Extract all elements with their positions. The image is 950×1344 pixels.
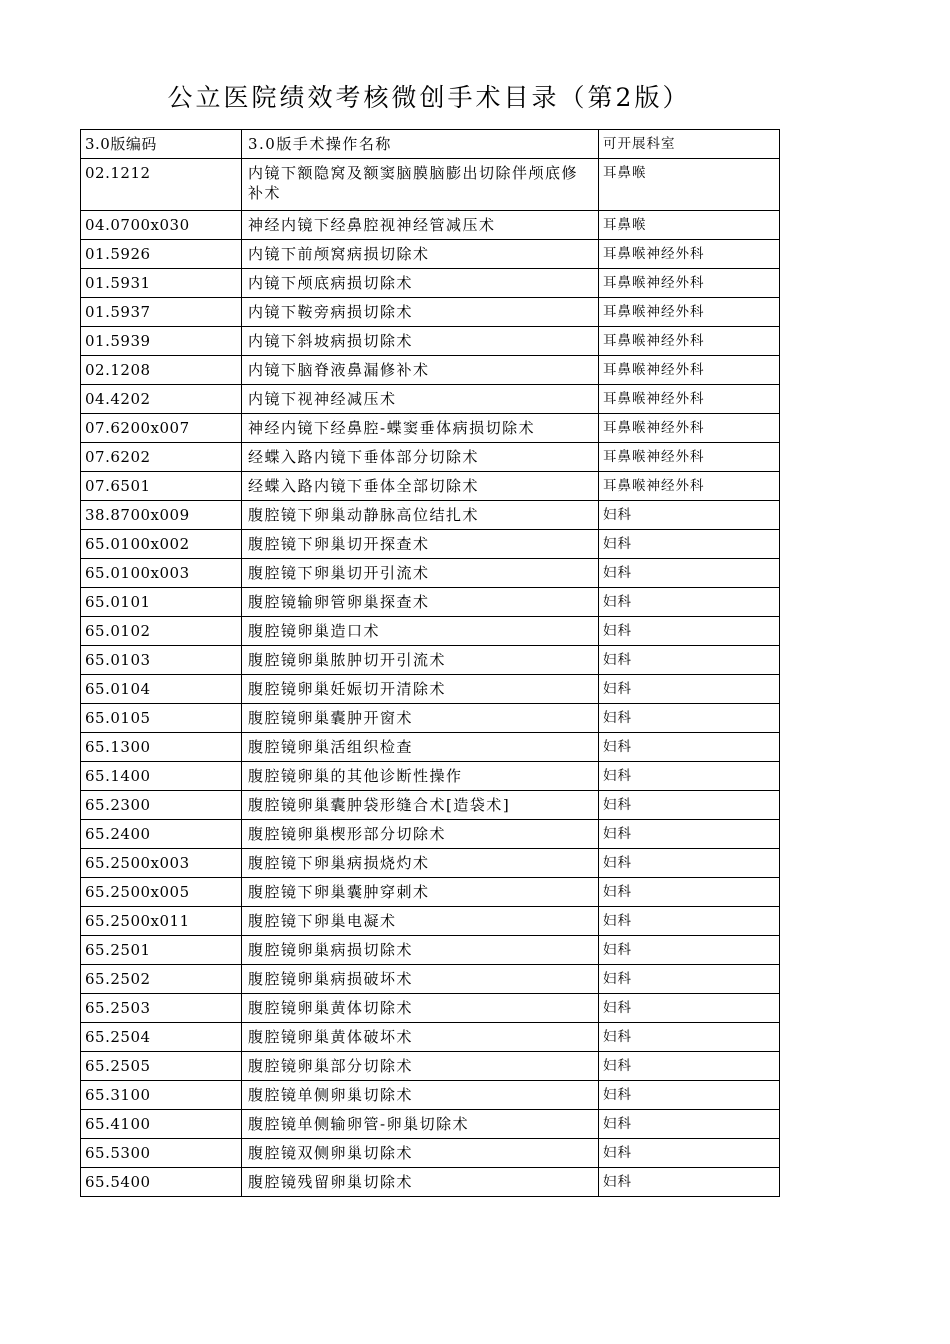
table-row (81, 965, 780, 994)
table-row (81, 588, 780, 617)
cell-procedure-name: 腹腔镜卵巢妊娠切开清除术 (242, 675, 599, 704)
table-row (81, 878, 780, 907)
cell-department: 耳鼻喉神经外科 (599, 472, 780, 501)
cell-code: 65.2500x011 (81, 907, 242, 936)
cell-code: 65.5300 (81, 1139, 242, 1168)
cell-procedure-name: 内镜下脑脊液鼻漏修补术 (242, 356, 599, 385)
table-row (81, 1052, 780, 1081)
cell-department: 妇科 (599, 530, 780, 559)
cell-code: 07.6202 (81, 443, 242, 472)
cell-department: 妇科 (599, 936, 780, 965)
table-row (81, 646, 780, 675)
table-row (81, 820, 780, 849)
table-row (81, 791, 780, 820)
cell-procedure-name: 腹腔镜卵巢造口术 (242, 617, 599, 646)
cell-code: 65.2400 (81, 820, 242, 849)
cell-code: 65.0100x002 (81, 530, 242, 559)
cell-procedure-name: 腹腔镜卵巢活组织检查 (242, 733, 599, 762)
cell-department: 妇科 (599, 1052, 780, 1081)
cell-code: 01.5926 (81, 240, 242, 269)
cell-department: 妇科 (599, 791, 780, 820)
cell-procedure-name: 腹腔镜双侧卵巢切除术 (242, 1139, 599, 1168)
cell-department: 妇科 (599, 907, 780, 936)
cell-code: 65.2300 (81, 791, 242, 820)
cell-code: 07.6501 (81, 472, 242, 501)
cell-code: 02.1212 (81, 159, 242, 211)
cell-procedure-name: 腹腔镜卵巢病损切除术 (242, 936, 599, 965)
cell-department: 耳鼻喉神经外科 (599, 356, 780, 385)
cell-department: 妇科 (599, 965, 780, 994)
cell-department: 耳鼻喉神经外科 (599, 327, 780, 356)
cell-procedure-name: 腹腔镜下卵巢囊肿穿刺术 (242, 878, 599, 907)
cell-procedure-name: 内镜下前颅窝病损切除术 (242, 240, 599, 269)
cell-code: 38.8700x009 (81, 501, 242, 530)
cell-code: 65.0101 (81, 588, 242, 617)
table-row (81, 907, 780, 936)
cell-code: 01.5937 (81, 298, 242, 327)
cell-department: 妇科 (599, 733, 780, 762)
cell-department: 妇科 (599, 849, 780, 878)
table-row (81, 159, 780, 211)
cell-department: 妇科 (599, 704, 780, 733)
table-row (81, 733, 780, 762)
surgery-catalog-table (80, 129, 780, 1197)
cell-department: 耳鼻喉神经外科 (599, 269, 780, 298)
cell-procedure-name: 腹腔镜卵巢黄体破坏术 (242, 1023, 599, 1052)
cell-department: 耳鼻喉神经外科 (599, 298, 780, 327)
cell-procedure-name: 内镜下斜坡病损切除术 (242, 327, 599, 356)
cell-department: 妇科 (599, 646, 780, 675)
cell-code: 65.2500x003 (81, 849, 242, 878)
cell-procedure-name: 神经内镜下经鼻腔-蝶窦垂体病损切除术 (242, 414, 599, 443)
cell-department: 妇科 (599, 762, 780, 791)
cell-code: 65.0103 (81, 646, 242, 675)
cell-procedure-name: 腹腔镜下卵巢切开引流术 (242, 559, 599, 588)
cell-department: 妇科 (599, 588, 780, 617)
table-row (81, 617, 780, 646)
table-row (81, 936, 780, 965)
cell-procedure-name: 内镜下额隐窝及额窦脑膜脑膨出切除伴颅底修补术 (242, 159, 599, 211)
cell-procedure-name: 腹腔镜单侧输卵管-卵巢切除术 (242, 1110, 599, 1139)
cell-code: 65.1300 (81, 733, 242, 762)
table-header-row (81, 130, 780, 159)
table-row (81, 501, 780, 530)
table-row (81, 327, 780, 356)
table-row (81, 1139, 780, 1168)
table-row (81, 1023, 780, 1052)
cell-code: 65.5400 (81, 1168, 242, 1197)
cell-department: 妇科 (599, 1081, 780, 1110)
table-row (81, 849, 780, 878)
table-row (81, 762, 780, 791)
cell-department: 妇科 (599, 559, 780, 588)
table-row (81, 443, 780, 472)
cell-procedure-name: 腹腔镜输卵管卵巢探查术 (242, 588, 599, 617)
table-row (81, 1081, 780, 1110)
cell-code: 65.2502 (81, 965, 242, 994)
table-row (81, 356, 780, 385)
cell-code: 65.0100x003 (81, 559, 242, 588)
table-row (81, 269, 780, 298)
cell-department: 妇科 (599, 1139, 780, 1168)
table-row (81, 559, 780, 588)
table-row (81, 530, 780, 559)
cell-procedure-name: 腹腔镜下卵巢电凝术 (242, 907, 599, 936)
cell-code: 07.6200x007 (81, 414, 242, 443)
cell-code: 65.2504 (81, 1023, 242, 1052)
cell-procedure-name: 内镜下鞍旁病损切除术 (242, 298, 599, 327)
cell-procedure-name: 神经内镜下经鼻腔视神经管减压术 (242, 211, 599, 240)
cell-department: 妇科 (599, 820, 780, 849)
cell-code: 65.3100 (81, 1081, 242, 1110)
cell-procedure-name: 腹腔镜残留卵巢切除术 (242, 1168, 599, 1197)
table-row (81, 240, 780, 269)
cell-code: 65.4100 (81, 1110, 242, 1139)
header-procedure-name: 3.0版手术操作名称 (242, 130, 599, 159)
page-title: 公立医院绩效考核微创手术目录（第2版） (167, 83, 691, 112)
table-body (81, 130, 780, 1197)
cell-department: 耳鼻喉 (599, 211, 780, 240)
cell-department: 妇科 (599, 675, 780, 704)
header-code: 3.0版编码 (81, 130, 242, 159)
cell-code: 65.0104 (81, 675, 242, 704)
cell-code: 65.2503 (81, 994, 242, 1023)
cell-code: 01.5939 (81, 327, 242, 356)
cell-procedure-name: 腹腔镜卵巢的其他诊断性操作 (242, 762, 599, 791)
cell-code: 04.4202 (81, 385, 242, 414)
cell-procedure-name: 腹腔镜单侧卵巢切除术 (242, 1081, 599, 1110)
cell-code: 65.2500x005 (81, 878, 242, 907)
cell-department: 耳鼻喉神经外科 (599, 240, 780, 269)
cell-department: 耳鼻喉神经外科 (599, 385, 780, 414)
cell-department: 妇科 (599, 617, 780, 646)
cell-procedure-name: 腹腔镜卵巢黄体切除术 (242, 994, 599, 1023)
cell-code: 65.1400 (81, 762, 242, 791)
cell-department: 妇科 (599, 1168, 780, 1197)
cell-department: 妇科 (599, 501, 780, 530)
cell-procedure-name: 经蝶入路内镜下垂体部分切除术 (242, 443, 599, 472)
table-row (81, 472, 780, 501)
cell-department: 妇科 (599, 1110, 780, 1139)
cell-code: 01.5931 (81, 269, 242, 298)
cell-code: 65.0102 (81, 617, 242, 646)
cell-code: 02.1208 (81, 356, 242, 385)
cell-code: 04.0700x030 (81, 211, 242, 240)
cell-procedure-name: 腹腔镜卵巢囊肿开窗术 (242, 704, 599, 733)
cell-procedure-name: 内镜下视神经减压术 (242, 385, 599, 414)
cell-procedure-name: 腹腔镜下卵巢动静脉高位结扎术 (242, 501, 599, 530)
table-row (81, 298, 780, 327)
table-row (81, 704, 780, 733)
cell-code: 65.2501 (81, 936, 242, 965)
cell-department: 妇科 (599, 1023, 780, 1052)
header-department: 可开展科室 (599, 130, 780, 159)
cell-code: 65.2505 (81, 1052, 242, 1081)
cell-department: 耳鼻喉神经外科 (599, 443, 780, 472)
cell-code: 65.0105 (81, 704, 242, 733)
cell-department: 耳鼻喉 (599, 159, 780, 211)
cell-department: 妇科 (599, 994, 780, 1023)
table-row (81, 385, 780, 414)
cell-procedure-name: 腹腔镜卵巢病损破坏术 (242, 965, 599, 994)
cell-procedure-name: 腹腔镜卵巢部分切除术 (242, 1052, 599, 1081)
cell-procedure-name: 腹腔镜下卵巢病损烧灼术 (242, 849, 599, 878)
cell-procedure-name: 腹腔镜卵巢囊肿袋形缝合术[造袋术] (242, 791, 599, 820)
cell-procedure-name: 腹腔镜下卵巢切开探查术 (242, 530, 599, 559)
cell-department: 妇科 (599, 878, 780, 907)
cell-procedure-name: 腹腔镜卵巢楔形部分切除术 (242, 820, 599, 849)
cell-procedure-name: 经蝶入路内镜下垂体全部切除术 (242, 472, 599, 501)
table-row (81, 1168, 780, 1197)
table-row (81, 211, 780, 240)
table-row (81, 675, 780, 704)
cell-department: 耳鼻喉神经外科 (599, 414, 780, 443)
cell-procedure-name: 内镜下颅底病损切除术 (242, 269, 599, 298)
table-row (81, 994, 780, 1023)
table-row (81, 414, 780, 443)
table-row (81, 1110, 780, 1139)
cell-procedure-name: 腹腔镜卵巢脓肿切开引流术 (242, 646, 599, 675)
